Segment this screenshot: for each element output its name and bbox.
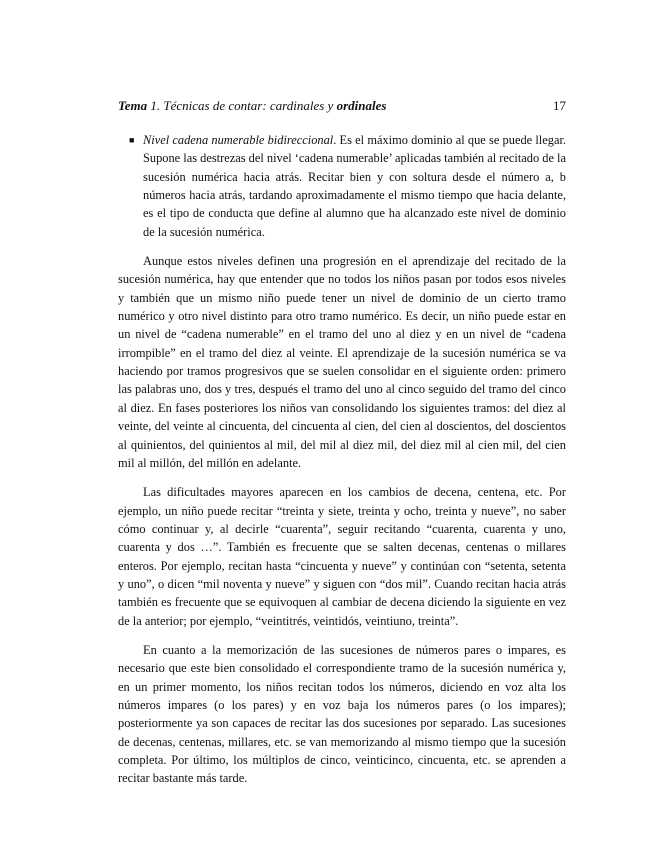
paragraph: Aunque estos niveles definen una progresión en el aprendizaje del recitado de la sucesión numérica, hay que entender que no todos los niños pasan por todos esos niveles y también que un mismo niño puede tener un nivel de dominio de un cierto tramo numérico y otro nivel distinto para otro tramo numérico. Es decir, un niño puede estar en un nivel de “cadena numerable” en el tramo del uno al diez y en un nivel de “cadena irrompible” en el tramo del diez al veinte. El aprendizaje de la sucesión numérica se va haciendo por tramos progresivos que se suelen consolidar en el siguiente orden: primero las palabras uno, dos y tres, después el tramo del uno al cinco seguido del tramo del cinco al diez. En fases posteriores los niños van consolidando los siguientes tramos: del diez al veinte, del veinte al cincuenta, del cincuenta al cien, del cien al doscientos, del doscientos al quinientos, del quinientos al mil, del mil al diez mil, del diez mil al cien mil, del cien mil al millón, del millón en adelante. <box>118 254 566 470</box>
page-number: 17 <box>553 98 566 113</box>
paragraph: Las dificultades mayores aparecen en los cambios de decena, centena, etc. Por ejemplo, un niño puede recitar “treinta y siete, treinta y ocho, treinta y nueve”, no saber cómo continuar y, al decirle “cuarenta”, seguir recitando “cuarenta, cuarenta y uno, cuarenta y dos …”. También es frecuente que se salten decenas, centenas o millares enteros. Por ejemplo, recitan hasta “cincuenta y nueve” y continúan con “setenta, setenta y uno”, o dicen “mil noventa y nueve” y siguen con “dos mil”. Cuando recitan hacia atrás también es frecuente que se equivoquen al cambiar de decena diciendo la siguiente en vez de la anterior; por ejemplo, “veintitrés, veintidós, veintiuno, treinta”. <box>118 485 566 628</box>
bullet-square-icon: ■ <box>129 135 135 145</box>
running-title-bold: ordinales <box>336 98 387 113</box>
running-title-text: 1. Técnicas de contar: cardinales y <box>147 98 337 113</box>
bullet-lead: Nivel cadena numerable bidireccional <box>143 133 334 147</box>
paragraph: En cuanto a la memorización de las sucesiones de números pares o impares, es necesario que este bien consolidado el correspondiente tramo de la sucesión numérica y, en un primer momento, los niños recitan todos los números, diciendo en voz alta los números impares (o los pares) y en voz baja los números pares (o los impares); posteriormente ya son capaces de recitar las dos sucesiones por separado. Las sucesiones de decenas, centenas, millares, etc. se van memorizando al mismo tiempo que la sucesión completa. Por último, los múltiplos de cinco, veinticinco, cincuenta, etc. se aprenden a recitar bastante más tarde. <box>118 642 566 786</box>
bullet-text: . Es el máximo dominio al que se puede llegar. Supone las destrezas del nivel ‘cadena numerable’ aplicadas también al recitado de la sucesión numérica hacia atrás. Recitar bien y con soltura desde el número a, b números hacia atrás, tardando aproximadamente el mismo tiempo que hacia delante, es el tipo de conducta que define al alumno que ha alcanzado este nivel de dominio de la sucesión numérica. <box>143 133 566 239</box>
page-body <box>118 131 566 788</box>
tema-label: Tema <box>118 98 148 113</box>
running-title <box>118 98 386 113</box>
running-header <box>118 98 566 114</box>
bullet-item <box>118 131 566 241</box>
